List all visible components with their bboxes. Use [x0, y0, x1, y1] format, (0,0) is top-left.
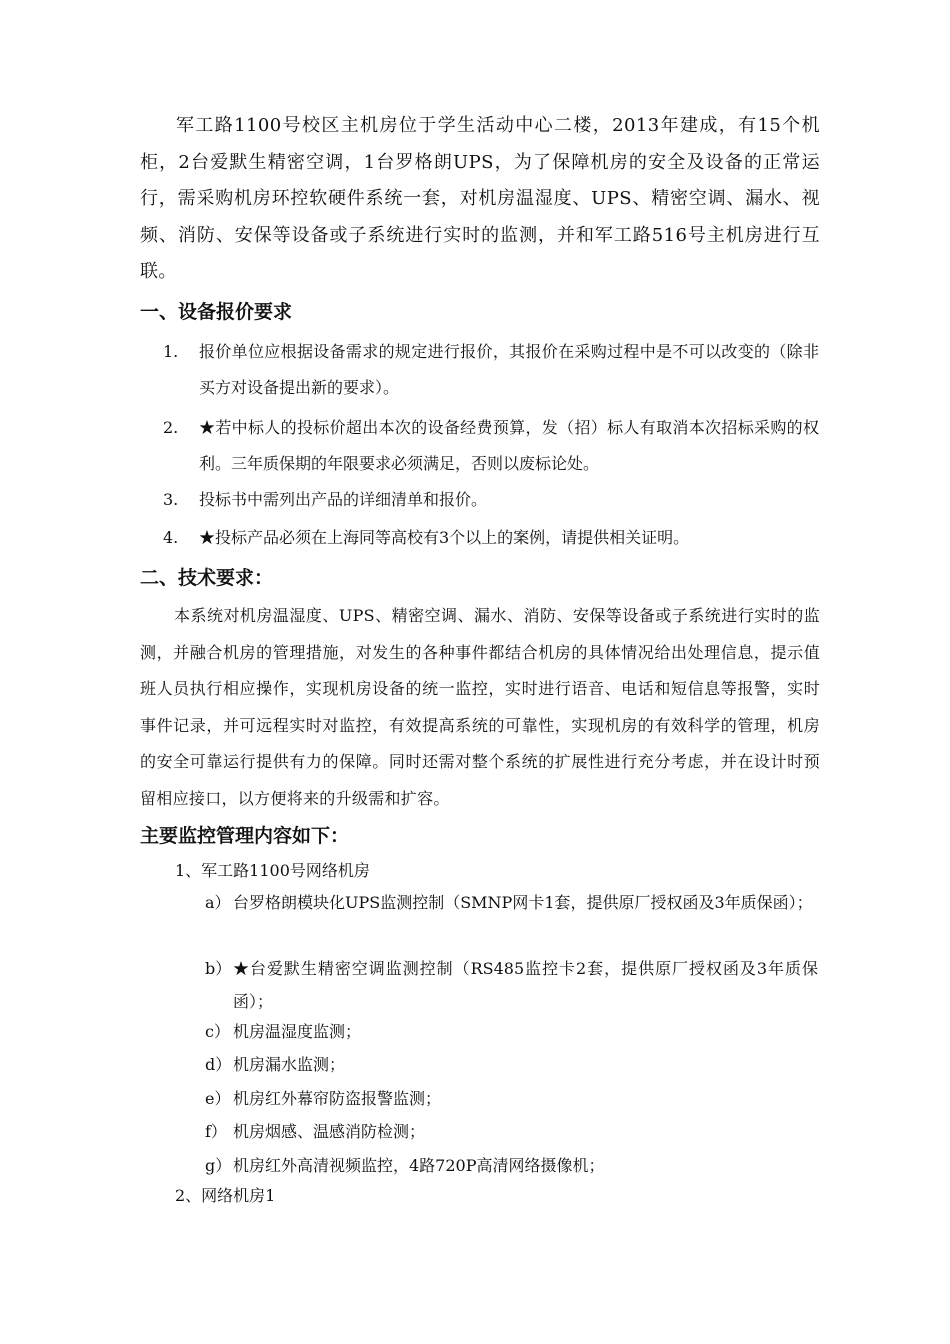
intro-paragraph: 军工路1100号校区主机房位于学生活动中心二楼，2013年建成，有15个机柜，2台爱默生精密空调，1台罗格朗UPS，为了保障机房的安全及设备的正常运行，需采购机房环控软硬件系统一套，对机房温湿度、UPS、精密空调、漏水、视频、消防、安保等设备或子系统进行实时的监测，并和军工路516号主机房进行互联。: [140, 115, 820, 283]
monitor-item-g: [205, 1149, 815, 1182]
item-number: 2.: [163, 418, 179, 437]
item-text: 机房红外幕帘防盗报警监测；: [233, 1089, 442, 1108]
monitoring-heading: 主要监控管理内容如下：: [140, 825, 350, 847]
item-label: g）: [205, 1156, 232, 1175]
item-text: 机房红外高清视频监控，4路720P高清网络摄像机；: [233, 1156, 605, 1175]
monitor-item-e: [205, 1082, 815, 1115]
section1-heading: 一、设备报价要求: [140, 301, 293, 323]
monitor-item-d: [205, 1048, 815, 1081]
item-text: 投标书中需列出产品的详细清单和报价。: [199, 490, 488, 509]
item-label: a）: [205, 893, 231, 912]
item-label: d）: [205, 1055, 232, 1074]
item-text: 机房温湿度监测；: [233, 1022, 362, 1041]
item-text: 机房烟感、温感消防检测；: [233, 1122, 426, 1141]
item-label: c）: [205, 1022, 230, 1041]
requirement-item-4: [163, 520, 823, 556]
monitor-item-c: [205, 1015, 815, 1048]
item-text: 报价单位应根据设备需求的规定进行报价，其报价在采购过程中是不可以改变的（除非买方对设备提出新的要求）。: [199, 342, 819, 397]
item-text: 机房漏水监测；: [233, 1055, 346, 1074]
item-text: ★若中标人的投标价超出本次的设备经费预算，发（招）标人有取消本次招标采购的权利。三年质保期的年限要求必须满足，否则以废标论处。: [199, 418, 819, 473]
item-number: 1.: [163, 342, 179, 361]
item-text: 台罗格朗模块化UPS监测控制（SMNP网卡1套，提供原厂授权函及3年质保函）；: [233, 893, 813, 912]
requirement-item-2: [163, 410, 823, 482]
technical-requirements-paragraph: 本系统对机房温湿度、UPS、精密空调、漏水、消防、安保等设备或子系统进行实时的监测，并融合机房的管理措施，对发生的各种事件都结合机房的具体情况给出处理信息，提示值班人员执行相应操作，实现机房设备的统一监控，实时进行语音、电话和短信息等报警，实时事件记录，并可远程实时对监控，有效提高系统的可靠性，实现机房的有效科学的管理，机房的安全可靠运行提供有力的保障。同时还需对整个系统的扩展性进行充分考虑，并在设计时预留相应接口，以方便将来的升级需和扩容。: [140, 606, 820, 808]
monitor-item-a: [205, 886, 815, 950]
requirement-item-3: [163, 482, 823, 518]
item-text: ★投标产品必须在上海同等高校有3个以上的案例，请提供相关证明。: [199, 528, 690, 547]
item-text: ★台爱默生精密空调监测控制（RS485监控卡2套，提供原厂授权函及3年质保函）；: [233, 959, 818, 1011]
item-label: f）: [205, 1122, 227, 1141]
subsection-heading-2: 2、网络机房1: [175, 1186, 276, 1205]
section2-heading: 二、技术要求：: [140, 567, 274, 589]
monitor-item-b: [205, 952, 818, 1016]
monitor-item-f: [205, 1115, 815, 1148]
item-number: 3.: [163, 490, 179, 509]
item-label: b）: [205, 959, 232, 978]
item-number: 4.: [163, 528, 179, 547]
subsection-heading-1: 1、军工路1100号网络机房: [175, 861, 370, 880]
requirement-item-1: [163, 334, 823, 406]
item-label: e）: [205, 1089, 231, 1108]
